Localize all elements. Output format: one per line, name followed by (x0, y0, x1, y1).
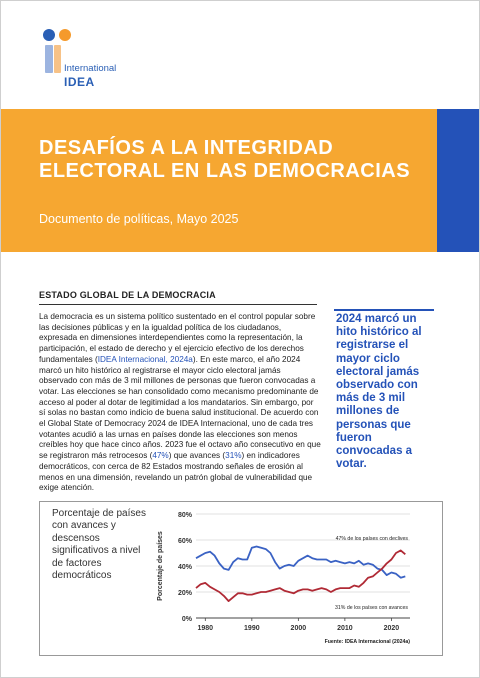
line-chart (150, 506, 440, 652)
body-text-part: La democracia es un sistema político sustentado en el control popular sobre las decisiones públicas y en la igualdad política de los ciudadanos, expresada en dimensiones interdependientes como la representación, la participación, el estado de derecho y el ejercicio efectivo de los derechos fundamentales ( (39, 312, 316, 364)
stat-link-declines[interactable]: 47% (152, 451, 169, 461)
section-divider (39, 304, 317, 305)
logo-text-idea: IDEA (64, 75, 95, 89)
logo-dot-orange (59, 29, 71, 41)
chart-source: Fuente: IDEA Internacional (2024a) (324, 639, 410, 645)
declines-series-label: 47% de los países con declives (335, 536, 408, 542)
advances-series-line (196, 550, 405, 601)
international-idea-logo (39, 29, 129, 91)
pull-quote: 2024 marcó un hito histórico al registrarse el mayor ciclo electoral jamás observado con más de 3 mil millones de personas que fueron convocadas a votar. (336, 313, 422, 471)
title-banner-accent (437, 109, 479, 252)
x-tick-label: 2020 (383, 625, 400, 632)
logo-bar-blue (45, 45, 53, 73)
y-tick-label: 0% (181, 616, 192, 623)
logo-bar-orange (54, 45, 61, 73)
y-tick-label: 60% (177, 538, 192, 545)
declines-series-line (196, 547, 405, 578)
logo-dot-blue (43, 29, 55, 41)
stat-link-advances[interactable]: 31% (225, 451, 242, 461)
logo-text-international: International (64, 63, 117, 74)
advances-series-label: 31% de los países con avances (335, 604, 408, 611)
document-title: DESAFÍOS A LA INTEGRIDAD ELECTORAL EN LAS DEMOCRACIAS (39, 137, 411, 182)
y-tick-label: 20% (177, 590, 192, 597)
body-paragraph (39, 312, 321, 494)
section-heading: ESTADO GLOBAL DE LA DEMOCRACIA (39, 290, 216, 300)
y-tick-label: 40% (177, 564, 192, 571)
x-tick-label: 1990 (244, 625, 260, 632)
chart-box (39, 501, 443, 656)
citation-link[interactable]: IDEA Internacional, 2024a (97, 354, 193, 364)
body-text-part: ) que avances ( (168, 451, 226, 461)
x-tick-label: 1980 (197, 625, 214, 632)
body-text-part: ). En este marco, el año 2024 marcó un hito histórico al registrarse el mayor ciclo electoral jamás observado con más de 3 mil millones de personas que fueron convocadas a votar. Las elecciones se han consolidado como mecanismo predominante de acceso al poder al dotar de legitimidad a los mandatarios. Sin embargo, por sí solas no bastan como indicio de buena salud institucional. De acuerdo con el Global State of Democracy 2024 de IDEA Internacional, uno de cada tres votantes acudió a las urnas en países donde las elecciones son menos creíbles hoy que hace cinco años. 2023 fue el octavo año consecutivo en que se registraron más retrocesos ( (39, 354, 321, 461)
x-tick-label: 2010 (337, 625, 353, 632)
chart-title: Porcentaje de países con avances y descensos significativos a nivel de factores democráticos (52, 508, 146, 582)
x-tick-label: 2000 (290, 625, 307, 632)
y-tick-label: 80% (177, 512, 192, 519)
y-axis-label: Porcentaje de países (157, 531, 164, 601)
body-text-part: ) en indicadores democráticos, con cerca de 82 Estados mostrando señales de erosión al menos en una dimensión, revelando un patrón global de vulnerabilidad que exige atención. (39, 451, 313, 493)
document-subtitle: Documento de políticas, Mayo 2025 (39, 212, 239, 226)
pull-quote-rule (334, 309, 434, 311)
